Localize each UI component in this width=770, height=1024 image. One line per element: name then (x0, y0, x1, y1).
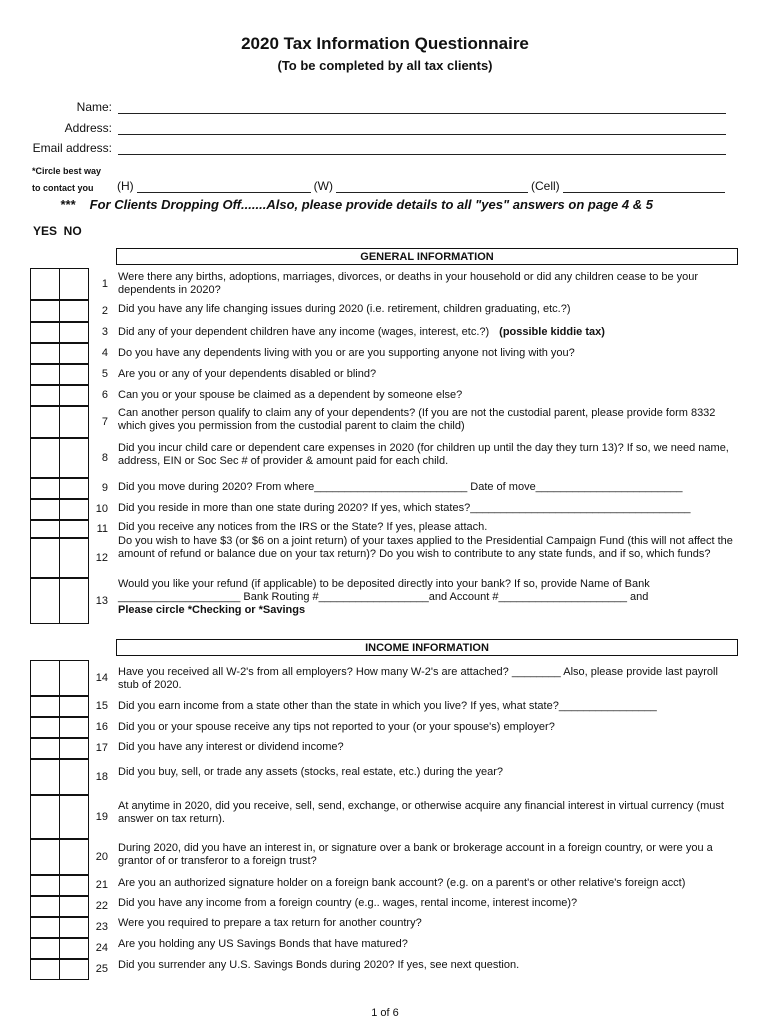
home-phone-label: (H) (117, 179, 134, 193)
question-text (118, 938, 734, 951)
work-phone-label: (W) (313, 179, 333, 193)
question-label: Were there any births, adoptions, marriages, divorces, or deaths in your household or did any children cease to be your dependents in 2020? (118, 271, 699, 296)
question-number: 20 (95, 850, 108, 863)
question-label: Did you reside in more than one state during 2020? If yes, which states?____________________________________ (118, 502, 691, 514)
question-number: 4 (101, 347, 108, 359)
email-label: Email address: (32, 141, 112, 155)
question-label: Did you incur child care or dependent care expenses in 2020 (for children up until the day they turn 13)? If so, we need name, address, EIN or Soc Sec # of provider & amount paid for each child. (118, 442, 729, 467)
question-text (118, 897, 734, 910)
question-text (118, 959, 734, 972)
question-number: 9 (101, 482, 108, 494)
question-label: During 2020, did you have an interest in, or signature over a bank or brokerage account in a foreign country, or were you a grantor of or transferor to a foreign trust? (118, 842, 713, 867)
question-label: Did you receive any notices from the IRS or the State? If yes, please attach. (118, 521, 488, 533)
email-field[interactable] (118, 154, 726, 155)
question-label: Were you required to prepare a tax return for another country? (118, 917, 422, 929)
question-number: 11 (96, 522, 108, 535)
question-text (118, 271, 734, 297)
question-text (118, 442, 734, 468)
question-note: Please circle *Checking or *Savings (118, 604, 306, 616)
question-text (118, 700, 734, 713)
question-text (118, 481, 734, 494)
question-number: 7 (101, 415, 108, 428)
question-text (118, 766, 734, 779)
question-label: Did you buy, sell, or trade any assets (stocks, real estate, etc.) during the year? (118, 766, 503, 778)
question-number: 12 (95, 551, 108, 564)
question-text (118, 502, 734, 515)
question-label: Do you wish to have $3 (or $6 on a joint return) of your taxes applied to the Presidential Campaign Fund (this will not affect the amount of refund or balance due on your tax return)? Do you wish to contribute to any state funds, and if so, which funds? (118, 535, 733, 560)
page-title: 2020 Tax Information Questionnaire (241, 34, 529, 53)
question-number: 8 (101, 451, 108, 464)
question-text (118, 800, 734, 826)
question-number: 2 (101, 304, 108, 317)
question-label: Did you have any life changing issues during 2020 (i.e. retirement, children graduating, etc.?) (118, 303, 571, 315)
question-number: 21 (95, 879, 108, 891)
question-text (118, 368, 734, 381)
question-text (118, 578, 734, 617)
question-text (118, 666, 734, 692)
yes-no-header: YES NO (33, 224, 82, 238)
question-text (118, 721, 734, 734)
question-text (118, 842, 734, 868)
question-number: 24 (95, 942, 108, 954)
question-text (118, 326, 734, 339)
page-subtitle: (To be completed by all tax clients) (277, 58, 493, 73)
question-number: 23 (95, 921, 108, 933)
question-text (118, 407, 734, 433)
question-text (118, 303, 734, 316)
question-label: Do you have any dependents living with you or are you supporting anyone not living with you? (118, 347, 575, 359)
address-label: Address: (64, 121, 112, 135)
work-phone-field[interactable] (336, 180, 528, 193)
drop-off-notice (60, 197, 653, 212)
income-information-header: INCOME INFORMATION (116, 639, 738, 656)
question-label: Have you received all W-2's from all employers? How many W-2's are attached? ________ Also, please provide last payroll stub of 2020. (118, 666, 718, 691)
circle-note-2: to contact you (32, 183, 94, 193)
notice-text: For Clients Dropping Off.......Also, please provide details to all "yes" answers on page 4 & 5 (89, 197, 653, 212)
question-number: 22 (95, 900, 108, 912)
circle-note: *Circle best way (32, 166, 102, 176)
question-number: 14 (95, 671, 108, 684)
question-label: Are you holding any US Savings Bonds that have matured? (118, 938, 408, 950)
question-label: Did any of your dependent children have any income (wages, interest, etc.?) (118, 326, 490, 338)
question-number: 13 (95, 594, 108, 607)
cell-phone-label: (Cell) (531, 179, 560, 193)
question-number: 15 (95, 700, 108, 712)
question-text (118, 917, 734, 930)
question-number: 5 (101, 368, 108, 380)
cell-phone-field[interactable] (563, 180, 725, 193)
question-label: Did you surrender any U.S. Savings Bonds during 2020? If yes, see next question. (118, 959, 520, 971)
name-field[interactable] (118, 113, 726, 114)
question-text (118, 521, 734, 534)
question-note: (possible kiddie tax) (499, 326, 605, 338)
question-number: 18 (95, 770, 108, 783)
question-number: 16 (95, 721, 108, 733)
question-label: Did you move during 2020? From where_________________________ Date of move________________________ (118, 481, 683, 493)
general-information-header: GENERAL INFORMATION (116, 248, 738, 265)
question-number: 3 (101, 326, 108, 338)
question-text (118, 535, 734, 561)
question-number: 19 (95, 810, 108, 823)
question-text (118, 347, 734, 360)
question-number: 25 (95, 963, 108, 975)
question-text (118, 877, 734, 890)
question-number: 6 (101, 389, 108, 401)
question-number: 17 (95, 742, 108, 754)
question-label: Did you have any interest or dividend income? (118, 741, 344, 753)
question-text (118, 741, 734, 754)
question-label: Would you like your refund (if applicable) to be deposited directly into your bank? If so, provide Name of Bank ____________________ Bank Routing #__________________and Account #_____________________ and (118, 578, 650, 603)
question-number: 10 (95, 503, 108, 515)
question-label: Did you or your spouse receive any tips not reported to your (or your spouse's) employer? (118, 721, 555, 733)
question-label: Can you or your spouse be claimed as a dependent by someone else? (118, 389, 463, 401)
question-label: At anytime in 2020, did you receive, sell, send, exchange, or otherwise acquire any financial interest in virtual currency (must answer on tax return). (118, 800, 724, 825)
home-phone-field[interactable] (137, 180, 311, 193)
notice-stars: *** (60, 197, 76, 212)
question-label: Are you an authorized signature holder on a foreign bank account? (e.g. on a parent's or other relative's foreign acct) (118, 877, 686, 889)
question-label: Are you or any of your dependents disabled or blind? (118, 368, 377, 380)
question-text (118, 389, 734, 402)
question-number: 1 (101, 277, 108, 290)
question-label: Did you have any income from a foreign country (e.g.. wages, rental income, interest income)? (118, 897, 578, 909)
question-label: Can another person qualify to claim any of your dependents? (If you are not the custodial parent, please provide form 8332 which gives you permission from the custodial parent to claim the child) (118, 407, 716, 432)
page-number: 1 of 6 (371, 1007, 399, 1019)
address-field[interactable] (118, 134, 726, 135)
name-label: Name: (76, 100, 112, 114)
question-label: Did you earn income from a state other than the state in which you live? If yes, what state?________________ (118, 700, 657, 712)
